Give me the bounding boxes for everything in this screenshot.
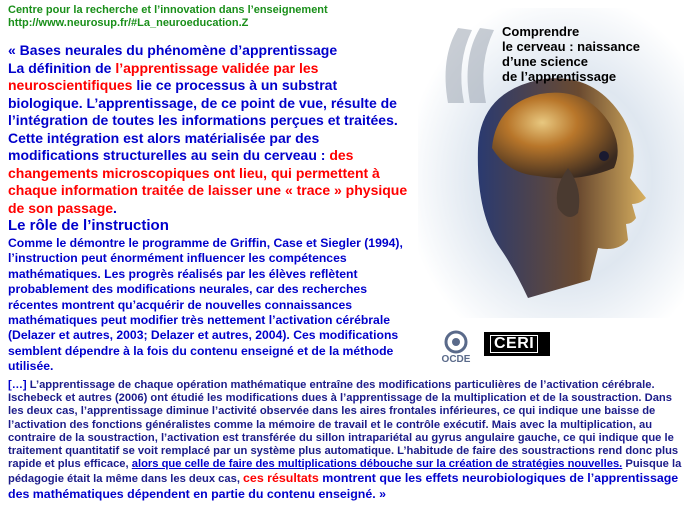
p1-end: . [113,199,117,216]
bottom-lead: […] [8,379,27,391]
bottom-text [8,379,684,502]
bottom-red: ces résultats [243,471,319,486]
p1-text-a: La définition de [8,59,116,76]
bottom-text-1: L’apprentissage de chaque opération mathématique entraîne des modifications particulières de l’activation cérébrale. Ischebeck et autres (2006) ont étudié les modifications dues à l’apprentissage de la multiplication et de la soustraction. Dans les deux cas, l’apprentissage diminue l’activité observée dans les aires frontales inférieures, ce qui indique une baisse de l’activation des fonctions généralistes comme la mémoire de travail et le contrôle exécutif. Mais avec la multiplication, au contraire de la soustraction, l’activation est transférée du sillon intrapariétal au gyrus angulaire gauche, ce qui indique que le traitement quantitatif se voit remplacé par un système plus automatique. L’habitude de faire des soustractions rend donc plus rapide et plus efficace, [8,379,679,471]
ceri-logo-text: CERI [490,335,538,353]
main-paragraph-1 [8,60,413,218]
header [8,4,328,30]
p1-red-2: des changements microscopiques ont lieu, qui permettent à chaque information traitée de laisser une « trace » physique de son passage [8,147,408,216]
bottom-text-2: Puisque la pédagogie était la même dans les deux cas, [8,458,682,486]
book-title-line-4: de l’apprentissage [502,69,617,84]
book-title-line-3: d’une science [502,54,588,69]
section-subtitle: Le rôle de l’instruction [8,217,169,234]
p1-red-1: l’apprentissage validée par les neuroscientifiques [8,59,319,93]
book-title-line-1: Comprendre [502,24,580,39]
oecd-logo-text: OCDE [441,354,471,364]
main-paragraph-2: Comme le démontre le programme de Griffin, Case et Siegler (1994), l’instruction peut énormément influencer les compétences mathématiques. Les progrès réalisés par les élèves reflètent probablement des modifications neurales, car des recherches récentes montrent qu’acquérir de nouvelles connaissances mathématiques peut modifier très nettement l’activation cérébrale (Delazer et autres, 2003; Delazer et autres, 2004). Ces modifications semblent dépendre à la fois du contenu enseigné et de la méthode utilisée. [8,236,403,374]
bottom-text-3: montrent que les effets neurobiologiques de l’apprentissage des mathématiques dépendent en partie du contenu enseigné. » [8,471,679,501]
book-title-line-2: le cerveau : naissance [502,39,641,54]
book-title [502,24,640,84]
p1-text-b: lie ce processus à un substrat biologique. L’apprentissage, de ce point de vue, résulte de l’intégration de toutes les informations perçues et traitées. Cette intégration est alors matérialisée par des modifications structurelles au sein du cerveau : [8,77,398,163]
oecd-logo [438,330,474,369]
main-text [8,42,413,375]
bottom-underlined: alors que celle de faire des multiplications débouche sur la création de stratégies nouvelles. [131,458,623,471]
header-org: Centre pour la recherche et l’innovation dans l’enseignement [8,4,328,16]
main-title: « Bases neurales du phénomène d’apprentissage [8,42,338,58]
oecd-logo-icon [438,330,474,364]
header-url[interactable]: http://www.neurosup.fr/#La_neuroeducation.Z [8,17,249,29]
ceri-logo [484,332,550,356]
